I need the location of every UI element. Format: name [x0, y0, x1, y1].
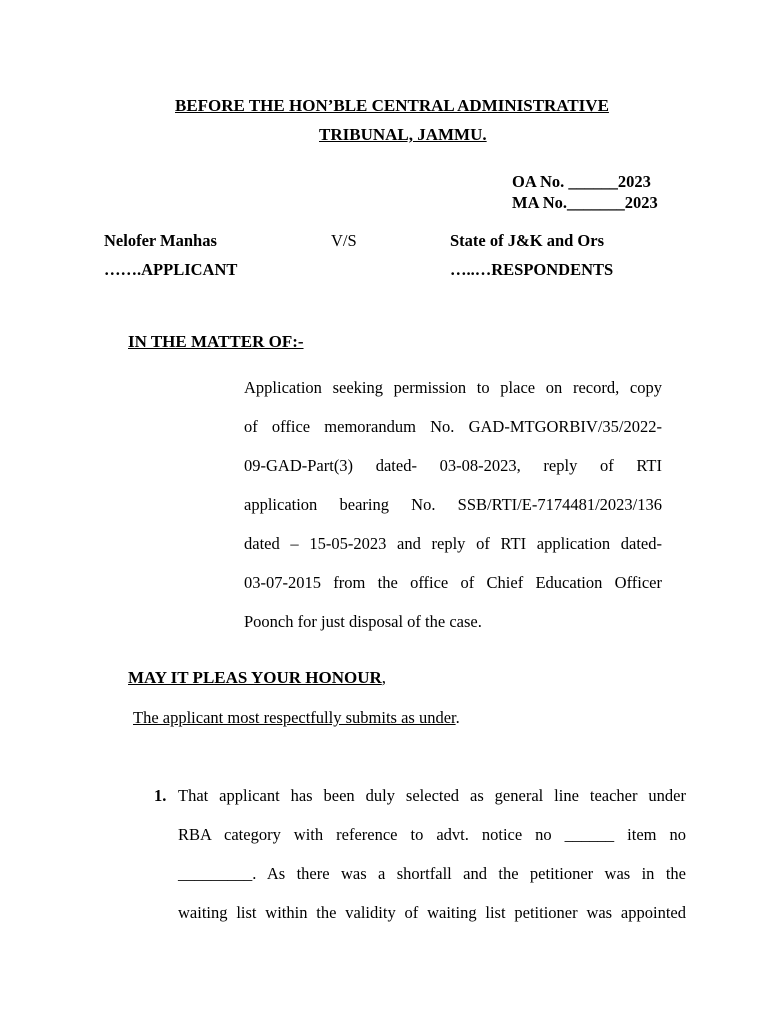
- paragraph-line: _________. As there was a shortfall and the petitioner was in the: [178, 864, 686, 883]
- matter-line: 09-GAD-Part(3) dated- 03-08-2023, reply of RTI: [244, 456, 662, 475]
- prayer-heading-punct: ,: [381, 668, 387, 687]
- paragraph-number: 1.: [154, 786, 167, 805]
- prayer-heading-text: MAY IT PLEAS YOUR HONOUR: [128, 668, 382, 687]
- respondent-name: State of J&K and Ors: [450, 231, 604, 250]
- paragraph-line: RBA category with reference to advt. notice no ______ item no: [178, 825, 686, 844]
- paragraph-line: That applicant has been duly selected as general line teacher under: [178, 786, 686, 805]
- submission-text: The applicant most respectfully submits as under: [133, 708, 456, 727]
- submission-line: [133, 708, 460, 728]
- applicant-role: …….APPLICANT: [104, 260, 238, 279]
- matter-line: dated – 15-05-2023 and reply of RTI application dated-: [244, 534, 662, 553]
- matter-line: 03-07-2015 from the office of Chief Education Officer: [244, 573, 662, 592]
- applicant-name: Nelofer Manhas: [104, 231, 217, 250]
- document-title-line-2: TRIBUNAL, JAMMU.: [319, 125, 487, 144]
- matter-line: Poonch for just disposal of the case.: [244, 612, 482, 631]
- ma-number: MA No._______2023: [512, 193, 658, 212]
- submission-punct: .: [455, 708, 460, 727]
- paragraph-line: waiting list within the validity of waiting list petitioner was appointed: [178, 903, 686, 922]
- oa-number: OA No. ______2023: [512, 172, 651, 191]
- matter-line: application bearing No. SSB/RTI/E-7174481/2023/136: [244, 495, 662, 514]
- respondent-role: …..…RESPONDENTS: [450, 260, 614, 279]
- matter-line: Application seeking permission to place on record, copy: [244, 378, 662, 397]
- matter-line: of office memorandum No. GAD-MTGORBIV/35/2022-: [244, 417, 662, 436]
- matter-heading: IN THE MATTER OF:-: [128, 332, 304, 351]
- document-title-line-1: BEFORE THE HON’BLE CENTRAL ADMINISTRATIVE: [175, 96, 609, 115]
- prayer-heading: [128, 668, 386, 688]
- versus-label: V/S: [331, 231, 357, 250]
